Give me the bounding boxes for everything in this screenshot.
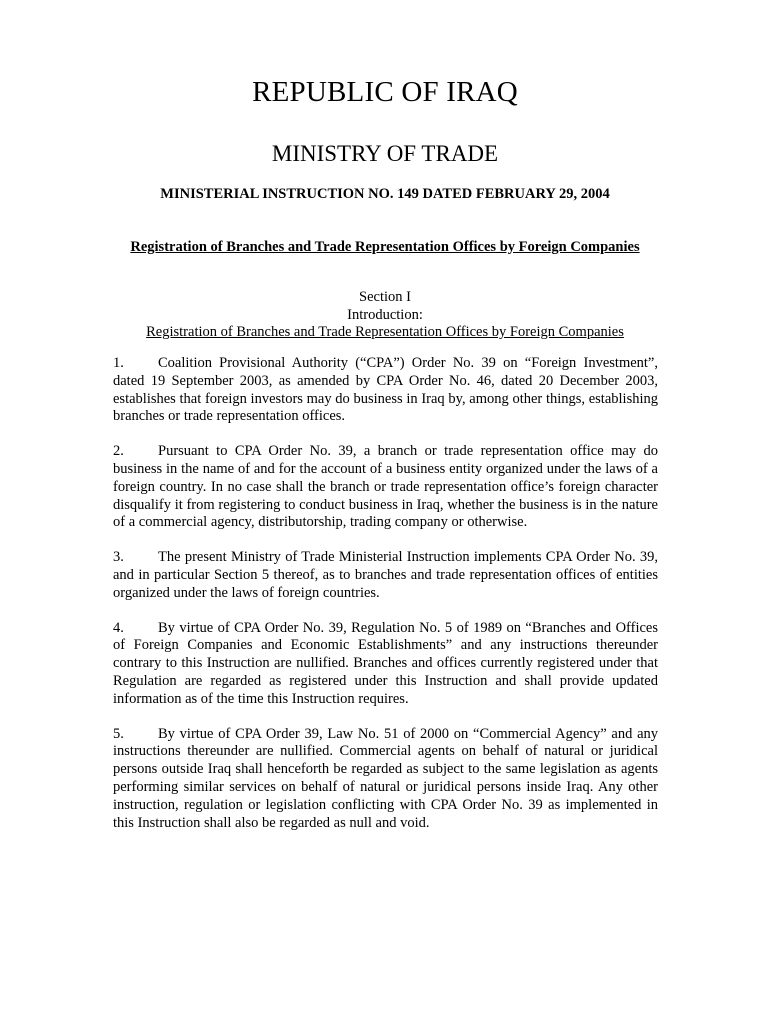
paragraph-text: By virtue of CPA Order No. 39, Regulation No. 5 of 1989 on “Branches and Offices of Foreign Companies and Economic Establishments” and any instructions thereunder contrary to this Instruction are nullified. Branches and offices currently registered under that Regulation are regarded as registered under this Instruction and shall provide updated information as of the time this Instruction requires. <box>113 619 658 707</box>
paragraph-text: By virtue of CPA Order 39, Law No. 51 of 2000 on “Commercial Agency” and any instructions thereunder are nullified. Commercial agents on behalf of natural or juridical persons outside Iraq shall henceforth be regarded as subject to the same legislation as agents performing similar services on behalf of natural or juridical persons inside Iraq. Any other instruction, regulation or legislation conflicting with CPA Order No. 39 as implemented in this Instruction shall also be regarded as null and void. <box>113 725 658 831</box>
instruction-heading: MINISTERIAL INSTRUCTION NO. 149 DATED FEBRUARY 29, 2004 <box>160 186 610 202</box>
paragraph-2 <box>113 443 658 532</box>
body-paragraphs <box>113 355 658 849</box>
document-title-ministry: MINISTRY OF TRADE <box>271 141 499 166</box>
document-title-country: REPUBLIC OF IRAQ <box>252 76 518 108</box>
paragraph-number: 2. <box>113 443 124 460</box>
paragraph-number: 4. <box>113 619 124 636</box>
subject-heading: Registration of Branches and Trade Representation Offices by Foreign Companies <box>130 239 640 255</box>
paragraph-number: 1. <box>113 355 124 371</box>
paragraph-5 <box>113 726 658 833</box>
section-title: Registration of Branches and Trade Representation Offices by Foreign Companies <box>146 324 624 340</box>
paragraph-number: 3. <box>113 549 124 566</box>
section-number: Section I <box>359 289 411 305</box>
paragraph-4 <box>113 620 658 709</box>
paragraph-3 <box>113 549 658 602</box>
paragraph-1 <box>113 355 658 426</box>
paragraph-text: The present Ministry of Trade Ministerial Instruction implements CPA Order No. 39, and in particular Section 5 thereof, as to branches and trade representation offices of entities organized under the laws of foreign countries. <box>113 549 658 601</box>
section-heading: Introduction: <box>347 306 423 323</box>
paragraph-text: Coalition Provisional Authority (“CPA”) Order No. 39 on “Foreign Investment”, dated 19 September 2003, as amended by CPA Order No. 46, dated 20 December 2003, establishes that foreign investors may do business in Iraq by, among other things, establishing branches or trade representation offices. <box>113 355 658 425</box>
section-heading-block <box>0 289 770 342</box>
paragraph-number: 5. <box>113 725 124 742</box>
paragraph-text: Pursuant to CPA Order No. 39, a branch or trade representation office may do business in the name of and for the account of a business entity organized under the laws of a foreign country. In no case shall the branch or trade representation office’s foreign character disqualify it from registering to conduct business in Iraq, whether the business is in the nature of a commercial agency, distributorship, trading company or otherwise. <box>113 443 658 531</box>
